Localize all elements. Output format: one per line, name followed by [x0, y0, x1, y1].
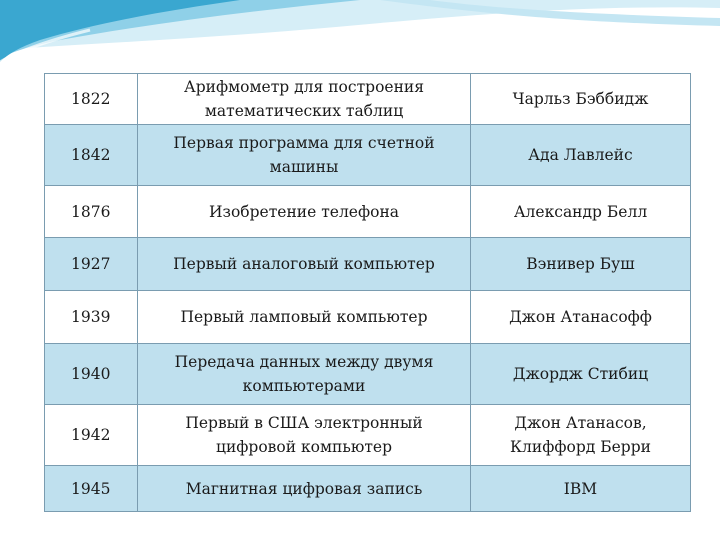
table-row — [45, 74, 691, 125]
table-row — [45, 344, 691, 405]
year-cell: 1942 — [45, 405, 138, 466]
author-cell: Вэнивер Буш — [471, 238, 691, 291]
table-row — [45, 405, 691, 466]
table-row — [45, 238, 691, 291]
author-cell: Джон Атанасов, Клиффорд Берри — [471, 405, 691, 466]
author-cell: Александр Белл — [471, 186, 691, 238]
event-cell: Арифмометр для построения математических таблиц — [138, 74, 471, 125]
event-cell: Первая программа для счетной машины — [138, 125, 471, 186]
year-cell: 1822 — [45, 74, 138, 125]
header-wave-decoration — [0, 0, 720, 80]
author-cell: Чарльз Бэббидж — [471, 74, 691, 125]
event-cell: Первый в США электронный цифровой компьютер — [138, 405, 471, 466]
event-cell: Передача данных между двумя компьютерами — [138, 344, 471, 405]
year-cell: 1842 — [45, 125, 138, 186]
event-cell: Первый ламповый компьютер — [138, 291, 471, 344]
author-cell: Ада Лавлейс — [471, 125, 691, 186]
event-cell: Первый аналоговый компьютер — [138, 238, 471, 291]
year-cell: 1927 — [45, 238, 138, 291]
author-cell: Джордж Стибиц — [471, 344, 691, 405]
author-cell: Джон Атанасофф — [471, 291, 691, 344]
year-cell: 1876 — [45, 186, 138, 238]
table-row — [45, 466, 691, 512]
year-cell: 1940 — [45, 344, 138, 405]
author-cell: IBM — [471, 466, 691, 512]
year-cell: 1939 — [45, 291, 138, 344]
event-cell: Изобретение телефона — [138, 186, 471, 238]
table-row — [45, 186, 691, 238]
event-cell: Магнитная цифровая запись — [138, 466, 471, 512]
year-cell: 1945 — [45, 466, 138, 512]
table-row — [45, 125, 691, 186]
table-row — [45, 291, 691, 344]
inventions-table — [44, 73, 691, 512]
